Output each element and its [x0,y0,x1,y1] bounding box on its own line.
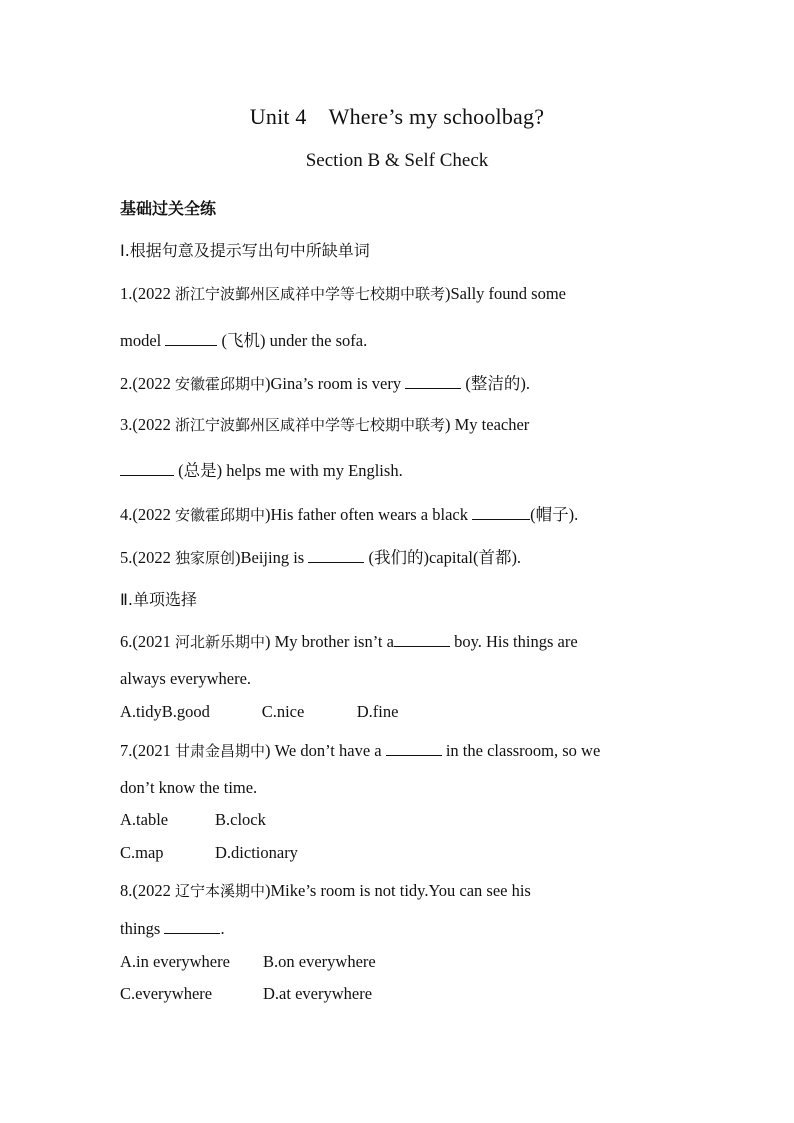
question-source: 河北新乐期中 [175,633,266,651]
option-a[interactable]: A.tidy [120,702,162,721]
option-b[interactable]: B.on everywhere [263,952,376,971]
question-8-line-2: things . [120,919,225,938]
answer-blank[interactable] [405,374,461,389]
answer-blank[interactable] [165,331,217,346]
question-7-options-row-1 [120,810,266,830]
option-b[interactable]: B.good [161,702,210,721]
question-source: 浙江宁波鄞州区咸祥中学等七校期中联考 [175,416,446,434]
question-3-line-2: (总是) helps me with my English. [120,457,403,481]
answer-blank[interactable] [394,632,450,647]
question-1-line-2: model (飞机) under the sofa. [120,331,368,350]
option-d[interactable]: D.dictionary [215,843,298,862]
question-8-options-row-1 [120,952,376,972]
question-5: 5.(2022 独家原创)Beijing is (我们的)capital(首都). [120,548,522,567]
question-7-options-row-2 [120,843,298,863]
question-source: 独家原创 [175,549,236,567]
question-source: 安徽霍邱期中 [175,375,266,393]
option-d[interactable]: D.at everywhere [263,984,373,1003]
question-7-line-2: don’t know the time. [120,778,258,797]
question-source: 甘肃金昌期中 [175,742,266,760]
option-a[interactable]: A.in everywhere [120,952,230,971]
question-6-line-1: 6.(2021 河北新乐期中) My brother isn’t a boy. His things are [120,632,578,651]
unit-label: Unit 4 [249,104,307,129]
unit-title: Where’s my schoolbag? [328,104,545,129]
question-7-line-1: 7.(2021 甘肃金昌期中) We don’t have a in the classroom, so we [120,741,601,760]
question-source: 浙江宁波鄞州区咸祥中学等七校期中联考 [175,285,446,303]
question-2: 2.(2022 安徽霍邱期中)Gina’s room is very (整洁的). [120,374,530,393]
option-a[interactable]: A.table [120,810,169,829]
question-6-options [120,702,398,722]
option-c[interactable]: C.nice [261,702,305,721]
option-b[interactable]: B.clock [215,810,266,829]
question-1-line-1: 1.(2022 浙江宁波鄞州区咸祥中学等七校期中联考)Sally found some [120,284,567,303]
answer-blank[interactable] [472,505,530,520]
option-d[interactable]: D.fine [356,702,399,721]
answer-blank[interactable] [386,741,442,756]
practice-heading: 基础过关全练 [120,199,217,218]
part1-heading: Ⅰ.根据句意及提示写出句中所缺单词 [120,241,370,260]
section-subtitle: Section B & Self Check [305,150,489,171]
question-8-options-row-2 [120,984,372,1004]
option-c[interactable]: C.everywhere [120,984,213,1003]
question-3-line-1: 3.(2022 浙江宁波鄞州区咸祥中学等七校期中联考) My teacher [120,415,530,434]
answer-blank[interactable] [308,548,364,563]
question-8-line-1: 8.(2022 辽宁本溪期中)Mike’s room is not tidy.You can see his [120,881,531,900]
part2-heading: Ⅱ.单项选择 [120,590,197,609]
question-4: 4.(2022 安徽霍邱期中)His father often wears a black (帽子). [120,505,579,524]
page-title [0,104,794,130]
answer-blank[interactable] [120,461,174,476]
question-source: 辽宁本溪期中 [175,882,266,900]
option-c[interactable]: C.map [120,843,164,862]
question-source: 安徽霍邱期中 [175,506,266,524]
answer-blank[interactable] [164,919,220,934]
question-6-line-2: always everywhere. [120,669,252,688]
